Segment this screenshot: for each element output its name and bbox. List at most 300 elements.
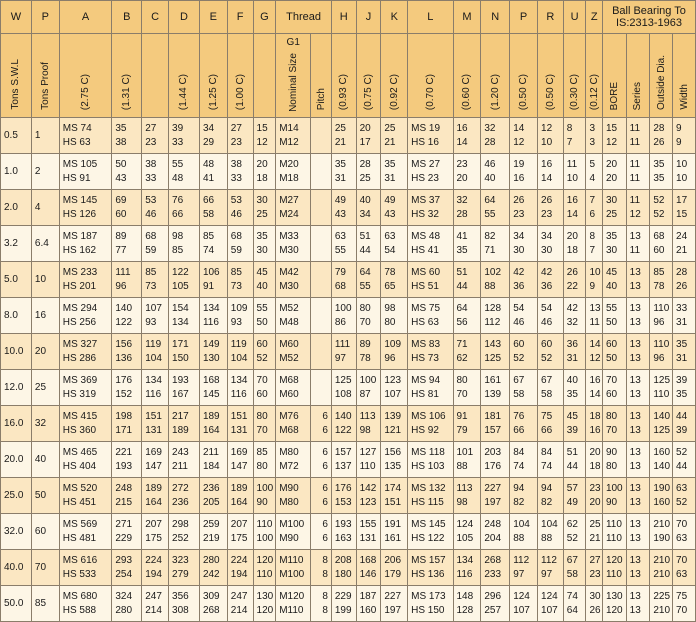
cell-n-line-1: 128 — [484, 302, 502, 314]
cell-pp — [510, 550, 538, 586]
cell-m-line-2: 79 — [456, 424, 468, 436]
cell-m — [453, 226, 481, 262]
cell-g-line-2: 90 — [256, 496, 268, 508]
header-d-formula: (1.44 C) — [169, 34, 200, 118]
cell-m-line-1: 124 — [456, 518, 474, 530]
cell-h — [331, 118, 356, 154]
cell-k-line-2: 80 — [384, 316, 396, 328]
cell-b-line-2: 280 — [115, 604, 133, 616]
cell-c-line-1: 27 — [145, 122, 157, 134]
cell-f-line-2: 33 — [230, 172, 242, 184]
cell-a-line-1: MS 415 — [62, 410, 98, 422]
cell-r-line-1: 34 — [541, 230, 553, 242]
cell-p: 60 — [31, 514, 59, 550]
cell-k-line-2: 54 — [384, 244, 396, 256]
cell-c — [142, 190, 169, 226]
cell-n-line-2: 55 — [484, 208, 496, 220]
cell-k-line-1: 174 — [384, 482, 402, 494]
cell-l-line-2: HS 122 — [411, 532, 445, 544]
cell-j-line-2: 131 — [359, 532, 377, 544]
cell-width-line-2: 63 — [676, 568, 688, 580]
cell-thread-line-2: M60 — [279, 388, 299, 400]
cell-pitch-line-1 — [311, 230, 331, 244]
col-header-c: C — [142, 1, 169, 34]
cell-pp — [510, 514, 538, 550]
cell-pitch — [311, 370, 332, 406]
cell-w: 16.0 — [1, 406, 32, 442]
cell-b-line-1: 221 — [115, 446, 133, 458]
cell-od-line-2: 125 — [653, 424, 671, 436]
cell-pp — [510, 226, 538, 262]
cell-u-line-1: 42 — [566, 302, 578, 314]
cell-z-line-2: 23 — [589, 568, 601, 580]
cell-r-line-2: 36 — [541, 280, 553, 292]
cell-d-line-2: 48 — [172, 172, 184, 184]
cell-bore-line-2: 110 — [605, 568, 622, 580]
cell-d — [169, 190, 200, 226]
cell-d — [169, 406, 200, 442]
cell-width-line-1: 75 — [676, 590, 688, 602]
cell-thread — [276, 514, 311, 550]
cell-u-line-1: 67 — [566, 554, 578, 566]
cell-u-line-2: 64 — [566, 604, 578, 616]
cell-j-line-2: 98 — [359, 424, 371, 436]
cell-h — [331, 478, 356, 514]
cell-r — [538, 550, 564, 586]
cell-e-line-1: 189 — [202, 410, 220, 422]
cell-a-line-2: HS 481 — [62, 532, 97, 544]
cell-pitch-line-1: 6 — [322, 410, 328, 422]
cell-thread-line-1: M42 — [279, 266, 299, 278]
cell-pitch-line-1 — [311, 338, 331, 352]
cell-od — [650, 514, 673, 550]
header-j-formula: (0.75 C) — [356, 34, 381, 118]
cell-g-line-2: 25 — [256, 208, 268, 220]
cell-a — [59, 118, 112, 154]
cell-a-line-2: HS 360 — [62, 424, 97, 436]
cell-c-line-1: 224 — [145, 554, 162, 566]
cell-z-line-2: 20 — [589, 496, 601, 508]
cell-r — [538, 334, 564, 370]
table-row — [1, 586, 696, 622]
cell-width-line-2: 31 — [676, 352, 688, 364]
cell-k-line-1: 191 — [384, 518, 402, 530]
cell-c-line-2: 104 — [145, 352, 162, 364]
cell-width — [673, 154, 696, 190]
cell-pitch — [311, 550, 332, 586]
cell-pp-line-1: 42 — [513, 266, 525, 278]
cell-series-line-1: 13 — [629, 374, 641, 386]
cell-j — [356, 586, 381, 622]
cell-series-line-2: 13 — [629, 460, 641, 472]
cell-od-line-2: 210 — [653, 604, 671, 616]
cell-e-line-2: 91 — [202, 280, 215, 292]
table-row — [1, 550, 696, 586]
cell-k — [381, 298, 408, 334]
cell-l-line-2: HS 23 — [411, 172, 439, 184]
cell-p: 2 — [31, 154, 59, 190]
cell-bore — [602, 334, 626, 370]
cell-c-line-2: 59 — [145, 244, 157, 256]
cell-bore — [602, 298, 626, 334]
cell-w: 2.0 — [1, 190, 32, 226]
cell-d-line-2: 150 — [172, 352, 189, 364]
cell-f-line-2: 131 — [230, 424, 248, 436]
cell-thread-line-1: M90 — [279, 482, 299, 494]
cell-pp-line-2: 58 — [513, 388, 525, 400]
cell-width — [673, 514, 696, 550]
cell-u-line-2: 31 — [566, 352, 578, 364]
cell-k-line-1: 109 — [384, 338, 402, 350]
cell-pp — [510, 478, 538, 514]
cell-g-line-2: 60 — [256, 388, 268, 400]
cell-bore — [602, 442, 626, 478]
cell-pitch-line-1 — [311, 374, 331, 388]
cell-c — [142, 586, 169, 622]
cell-n-line-2: 233 — [484, 568, 502, 580]
cell-bore-line-2: 50 — [605, 316, 618, 328]
header-l-formula: (0.70 C) — [408, 34, 453, 118]
cell-u-line-2: 52 — [566, 532, 578, 544]
cell-width-line-2: 35 — [676, 388, 688, 400]
cell-d-line-2: 236 — [172, 496, 189, 508]
cell-od-line-2: 140 — [653, 460, 671, 472]
cell-series-line-1: 13 — [629, 338, 641, 350]
cell-series-line-1: 11 — [629, 158, 641, 170]
cell-l-line-1: MS 83 — [411, 338, 441, 350]
cell-c-line-1: 207 — [145, 518, 162, 530]
cell-c — [142, 154, 169, 190]
cell-r — [538, 442, 564, 478]
cell-series — [626, 190, 650, 226]
cell-d-line-1: 298 — [172, 518, 189, 530]
cell-e-line-2: 41 — [202, 172, 215, 184]
cell-l — [408, 154, 453, 190]
cell-od-line-2: 60 — [653, 244, 665, 256]
cell-series-line-2: 13 — [629, 388, 641, 400]
cell-h — [331, 190, 356, 226]
header-u-formula: (0.30 C) — [563, 34, 586, 118]
cell-r-line-1: 67 — [541, 374, 553, 386]
cell-thread — [276, 586, 311, 622]
cell-series-line-1: 11 — [629, 194, 641, 206]
cell-m-line-2: 56 — [456, 316, 468, 328]
table-row — [1, 370, 696, 406]
cell-h-line-2: 68 — [334, 280, 346, 292]
cell-e — [199, 154, 227, 190]
cell-u — [563, 262, 586, 298]
cell-l — [408, 118, 453, 154]
cell-j-line-2: 70 — [359, 316, 371, 328]
cell-c-line-2: 23 — [145, 136, 157, 148]
cell-d-line-1: 98 — [172, 230, 184, 242]
cell-u — [563, 406, 586, 442]
cell-k — [381, 442, 408, 478]
cell-pitch-line-1 — [311, 266, 331, 280]
cell-m-line-1: 71 — [456, 338, 468, 350]
cell-m-line-1: 80 — [456, 374, 468, 386]
cell-f — [227, 298, 253, 334]
cell-d — [169, 262, 200, 298]
cell-j-line-2: 87 — [359, 388, 371, 400]
cell-f-line-1: 189 — [230, 482, 248, 494]
cell-g-line-2: 40 — [256, 280, 268, 292]
cell-j-line-1: 40 — [359, 194, 371, 206]
cell-j-line-2: 25 — [359, 172, 371, 184]
cell-pp-line-2: 97 — [513, 568, 525, 580]
cell-h — [331, 586, 356, 622]
cell-j-line-2: 34 — [359, 208, 371, 220]
cell-pitch-line-2 — [311, 208, 331, 222]
cell-thread-line-1: M120 — [279, 590, 305, 602]
cell-j — [356, 334, 381, 370]
cell-j-line-2: 44 — [359, 244, 371, 256]
cell-f-line-1: 134 — [230, 374, 248, 386]
table-row — [1, 406, 696, 442]
cell-od-line-2: 96 — [653, 352, 665, 364]
cell-b — [112, 118, 142, 154]
cell-p: 6.4 — [31, 226, 59, 262]
cell-m-line-2: 88 — [456, 460, 468, 472]
cell-z-line-1: 14 — [589, 338, 601, 350]
cell-pp-line-1: 94 — [513, 482, 525, 494]
cell-thread-line-1: M27 — [279, 194, 299, 206]
cell-series-line-2: 11 — [629, 172, 641, 184]
cell-series-line-1: 13 — [629, 302, 641, 314]
cell-k — [381, 226, 408, 262]
cell-series-line-2: 13 — [629, 604, 641, 616]
cell-z-line-1: 13 — [589, 302, 601, 314]
cell-width — [673, 550, 696, 586]
cell-f — [227, 154, 253, 190]
cell-c-line-2: 194 — [145, 568, 162, 580]
cell-a — [59, 298, 112, 334]
cell-j — [356, 262, 381, 298]
cell-k — [381, 514, 408, 550]
cell-g-line-1: 70 — [256, 374, 268, 386]
cell-j-line-1: 142 — [359, 482, 377, 494]
cell-b — [112, 334, 142, 370]
cell-thread-line-1: M80 — [279, 446, 299, 458]
cell-r-line-2: 107 — [541, 604, 558, 616]
col-header-e: E — [199, 1, 227, 34]
cell-n — [481, 298, 510, 334]
cell-g-line-2: 80 — [256, 460, 268, 472]
cell-pitch-line-2: 6 — [322, 460, 328, 472]
cell-c-line-1: 85 — [145, 266, 157, 278]
cell-od — [650, 190, 673, 226]
cell-b-line-1: 89 — [115, 230, 127, 242]
cell-h-line-1: 63 — [334, 230, 346, 242]
cell-m-line-1: 134 — [456, 554, 474, 566]
cell-j-line-2: 160 — [359, 604, 377, 616]
cell-z-line-2: 14 — [589, 388, 601, 400]
cell-m-line-2: 98 — [456, 496, 468, 508]
cell-od-line-1: 28 — [653, 122, 665, 134]
cell-z-line-2: 9 — [589, 280, 596, 292]
cell-z — [586, 514, 602, 550]
cell-d-line-1: 217 — [172, 410, 189, 422]
cell-pitch-line-2: 6 — [322, 532, 328, 544]
cell-series-line-1: 13 — [629, 230, 641, 242]
cell-g — [253, 334, 276, 370]
cell-m-line-2: 14 — [456, 136, 468, 148]
cell-f-line-1: 53 — [230, 194, 242, 206]
cell-h-line-2: 163 — [334, 532, 352, 544]
cell-f-line-2: 164 — [230, 496, 248, 508]
cell-series-line-2: 12 — [629, 208, 641, 220]
cell-a-line-1: MS 369 — [62, 374, 98, 386]
cell-h — [331, 154, 356, 190]
cell-h-line-1: 25 — [334, 122, 346, 134]
cell-n-line-2: 176 — [484, 460, 502, 472]
cell-b-line-1: 176 — [115, 374, 133, 386]
cell-bore-line-2: 110 — [605, 532, 622, 544]
cell-g — [253, 478, 276, 514]
cell-a-line-1: MS 465 — [62, 446, 98, 458]
cell-n-line-1: 64 — [484, 194, 496, 206]
col-header-f: F — [227, 1, 253, 34]
cell-r-line-2: 58 — [541, 388, 553, 400]
table-row — [1, 442, 696, 478]
cell-series-line-1: 13 — [629, 518, 641, 530]
cell-n — [481, 586, 510, 622]
table-row — [1, 226, 696, 262]
cell-n-line-1: 296 — [484, 590, 502, 602]
cell-k — [381, 406, 408, 442]
cell-b — [112, 514, 142, 550]
cell-k — [381, 334, 408, 370]
cell-u-line-2: 22 — [566, 280, 578, 292]
cell-e — [199, 190, 227, 226]
cell-j-line-1: 187 — [359, 590, 377, 602]
cell-bore — [602, 478, 626, 514]
cell-d — [169, 514, 200, 550]
cell-thread — [276, 478, 311, 514]
cell-w: 50.0 — [1, 586, 32, 622]
cell-u-line-2: 10 — [566, 172, 578, 184]
cell-h-line-2: 86 — [334, 316, 346, 328]
cell-e-line-1: 280 — [202, 554, 220, 566]
table-row — [1, 190, 696, 226]
cell-n — [481, 478, 510, 514]
cell-thread — [276, 370, 311, 406]
cell-w: 32.0 — [1, 514, 32, 550]
cell-k — [381, 262, 408, 298]
cell-series — [626, 370, 650, 406]
cell-h-line-2: 153 — [334, 496, 352, 508]
cell-d-line-2: 66 — [172, 208, 184, 220]
cell-r-line-1: 94 — [541, 482, 553, 494]
cell-bore-line-2: 60 — [605, 388, 618, 400]
cell-h — [331, 226, 356, 262]
cell-l-line-2: HS 63 — [411, 316, 439, 328]
cell-width-line-1: 17 — [676, 194, 688, 206]
cell-z — [586, 226, 602, 262]
cell-c-line-2: 175 — [145, 532, 162, 544]
cell-f-line-1: 247 — [230, 590, 248, 602]
cell-z-line-1: 10 — [589, 266, 601, 278]
cell-m — [453, 334, 481, 370]
cell-pp-line-2: 88 — [513, 532, 525, 544]
cell-series — [626, 334, 650, 370]
cell-a — [59, 262, 112, 298]
cell-n — [481, 334, 510, 370]
cell-g-line-1: 45 — [256, 266, 268, 278]
header-b-formula: (1.31 C) — [112, 34, 142, 118]
cell-f — [227, 586, 253, 622]
cell-thread-line-2: M68 — [279, 424, 299, 436]
cell-pitch — [311, 514, 332, 550]
cell-u — [563, 334, 586, 370]
cell-pitch — [311, 442, 332, 478]
cell-series-line-1: 13 — [629, 410, 641, 422]
cell-od-line-1: 160 — [653, 446, 671, 458]
cell-pitch — [311, 262, 332, 298]
cell-n-line-1: 227 — [484, 482, 502, 494]
cell-m-line-1: 113 — [456, 482, 473, 494]
cell-k-line-2: 179 — [384, 568, 402, 580]
cell-h — [331, 514, 356, 550]
cell-d-line-1: 171 — [172, 338, 189, 350]
cell-r-line-2: 30 — [541, 244, 553, 256]
header-m-formula: (0.60 C) — [453, 34, 481, 118]
cell-e — [199, 478, 227, 514]
cell-width-line-2: 44 — [676, 460, 688, 472]
cell-p: 85 — [31, 586, 59, 622]
cell-f — [227, 406, 253, 442]
cell-pitch-line-2: 6 — [322, 424, 328, 436]
col-header-h: H — [331, 1, 356, 34]
cell-thread-line-2: M30 — [279, 280, 299, 292]
cell-j — [356, 514, 381, 550]
cell-pp-line-2: 52 — [513, 352, 525, 364]
cell-m — [453, 262, 481, 298]
cell-m — [453, 190, 481, 226]
cell-n-line-2: 157 — [484, 424, 502, 436]
cell-pitch-line-1: 8 — [322, 554, 328, 566]
cell-z — [586, 262, 602, 298]
cell-u — [563, 478, 586, 514]
cell-pitch-line-2: 8 — [322, 568, 328, 580]
cell-b-line-1: 50 — [115, 158, 127, 170]
cell-m-line-1: 41 — [456, 230, 468, 242]
cell-pitch-line-2 — [311, 280, 331, 294]
cell-pitch-line-2 — [311, 244, 331, 258]
cell-r-line-2: 66 — [541, 424, 553, 436]
cell-l-line-1: MS 106 — [411, 410, 446, 422]
cell-a — [59, 406, 112, 442]
cell-pitch — [311, 298, 332, 334]
cell-m-line-1: 23 — [456, 158, 468, 170]
cell-c — [142, 514, 169, 550]
cell-g — [253, 586, 276, 622]
cell-g — [253, 442, 276, 478]
cell-d-line-1: 243 — [172, 446, 189, 458]
table-row — [1, 118, 696, 154]
cell-e-line-1: 259 — [202, 518, 220, 530]
cell-thread-line-2: M80 — [279, 496, 299, 508]
cell-series — [626, 550, 650, 586]
cell-width — [673, 370, 696, 406]
cell-pitch-line-2 — [311, 352, 331, 366]
cell-l-line-2: HS 115 — [411, 496, 444, 508]
cell-pp — [510, 334, 538, 370]
cell-c-line-2: 116 — [145, 388, 162, 400]
cell-a-line-1: MS 616 — [62, 554, 98, 566]
cell-j-line-1: 80 — [359, 302, 371, 314]
cell-m — [453, 478, 481, 514]
